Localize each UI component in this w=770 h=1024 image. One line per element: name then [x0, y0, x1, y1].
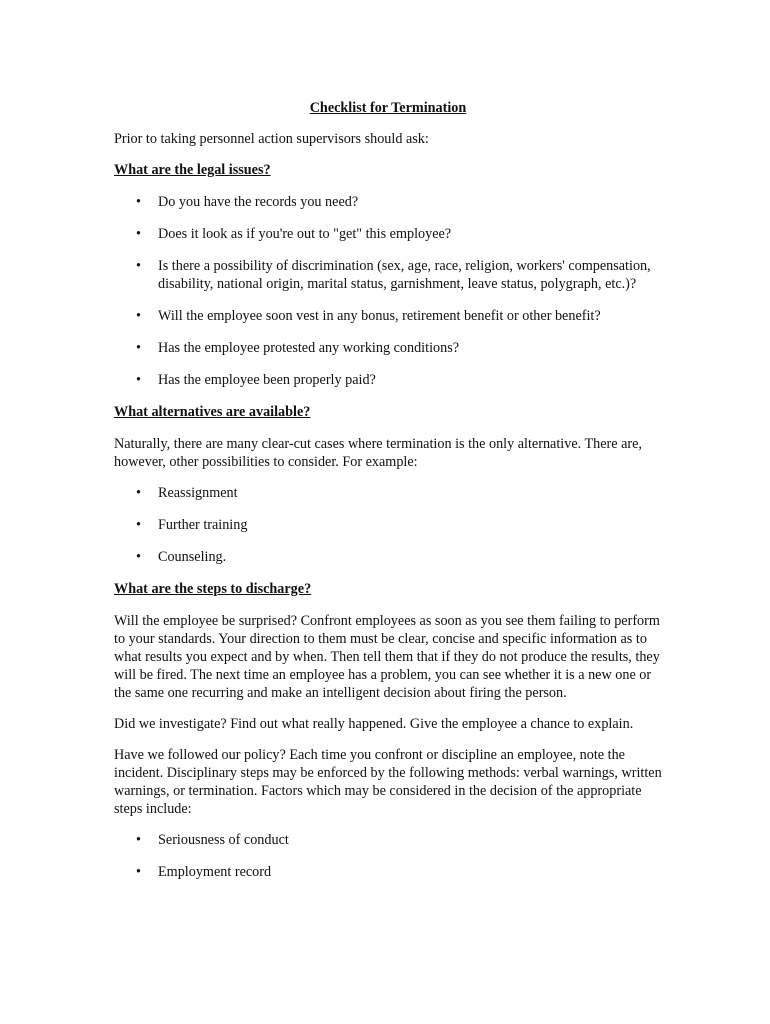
section-heading-legal-issues: What are the legal issues?: [114, 162, 271, 178]
list-item: [114, 863, 662, 881]
discharge-paragraph-surprised: Will the employee be surprised? Confront employees as soon as you see them failing to perform to your standards. Your direction to them must be clear, concise and specific information as to what results you expect and by when. Then tell them that if they do not produce the results, they will be fired. The next time an employee has a problem, you can see whether it is a new one or the same one recurring and make an intelligent decision about firing the person.: [114, 613, 660, 701]
list-item: [114, 516, 662, 534]
section-heading-steps-to-discharge: What are the steps to discharge?: [114, 581, 312, 597]
section-heading-alternatives: What alternatives are available?: [114, 404, 311, 420]
intro-text: Prior to taking personnel action supervisors should ask:: [114, 131, 429, 147]
bullet-icon: •: [136, 832, 141, 848]
alternatives-list: [114, 484, 662, 566]
list-item: [114, 307, 662, 325]
bullet-icon: •: [136, 226, 141, 242]
bullet-icon: •: [136, 258, 141, 274]
list-item-text: Will the employee soon vest in any bonus, retirement benefit or other benefit?: [158, 308, 601, 324]
list-item: [114, 225, 662, 243]
bullet-icon: •: [136, 517, 141, 533]
alternatives-paragraph: Naturally, there are many clear-cut cases where termination is the only alternative. There are, however, other possibilities to consider. For example:: [114, 436, 642, 470]
list-item: [114, 371, 662, 389]
page-title: Checklist for Termination: [309, 100, 467, 116]
list-item: [114, 484, 662, 502]
bullet-icon: •: [136, 549, 141, 565]
legal-issues-list: [114, 193, 662, 389]
list-item: [114, 193, 662, 211]
list-item-text: Do you have the records you need?: [158, 194, 359, 210]
document-body: [114, 99, 662, 895]
list-item-text: Counseling.: [158, 549, 227, 565]
bullet-icon: •: [136, 485, 141, 501]
list-item: [114, 257, 662, 293]
list-item-text: Has the employee protested any working conditions?: [158, 340, 460, 356]
bullet-icon: •: [136, 372, 141, 388]
bullet-icon: •: [136, 194, 141, 210]
discharge-paragraph-policy: Have we followed our policy? Each time you confront or discipline an employee, note the incident. Disciplinary steps may be enforced by the following methods: verbal warnings, written warnings, or termination. Factors which may be considered in the decision of the appropriate steps include:: [114, 747, 662, 817]
bullet-icon: •: [136, 340, 141, 356]
bullet-icon: •: [136, 308, 141, 324]
list-item-text: Has the employee been properly paid?: [158, 372, 376, 388]
list-item-text: Further training: [158, 517, 248, 533]
list-item-text: Is there a possibility of discrimination (sex, age, race, religion, workers' compensation, disability, national origin, marital status, garnishment, leave status, polygraph, etc.)?: [158, 258, 651, 292]
list-item-text: Does it look as if you're out to "get" this employee?: [158, 226, 452, 242]
discharge-paragraph-investigate: Did we investigate? Find out what really happened. Give the employee a chance to explain.: [114, 716, 634, 732]
list-item: [114, 548, 662, 566]
list-item: [114, 831, 662, 849]
list-item: [114, 339, 662, 357]
discharge-factors-list: [114, 831, 662, 881]
list-item-text: Reassignment: [158, 485, 238, 501]
list-item-text: Seriousness of conduct: [158, 832, 289, 848]
list-item-text: Employment record: [158, 864, 272, 880]
bullet-icon: •: [136, 864, 141, 880]
